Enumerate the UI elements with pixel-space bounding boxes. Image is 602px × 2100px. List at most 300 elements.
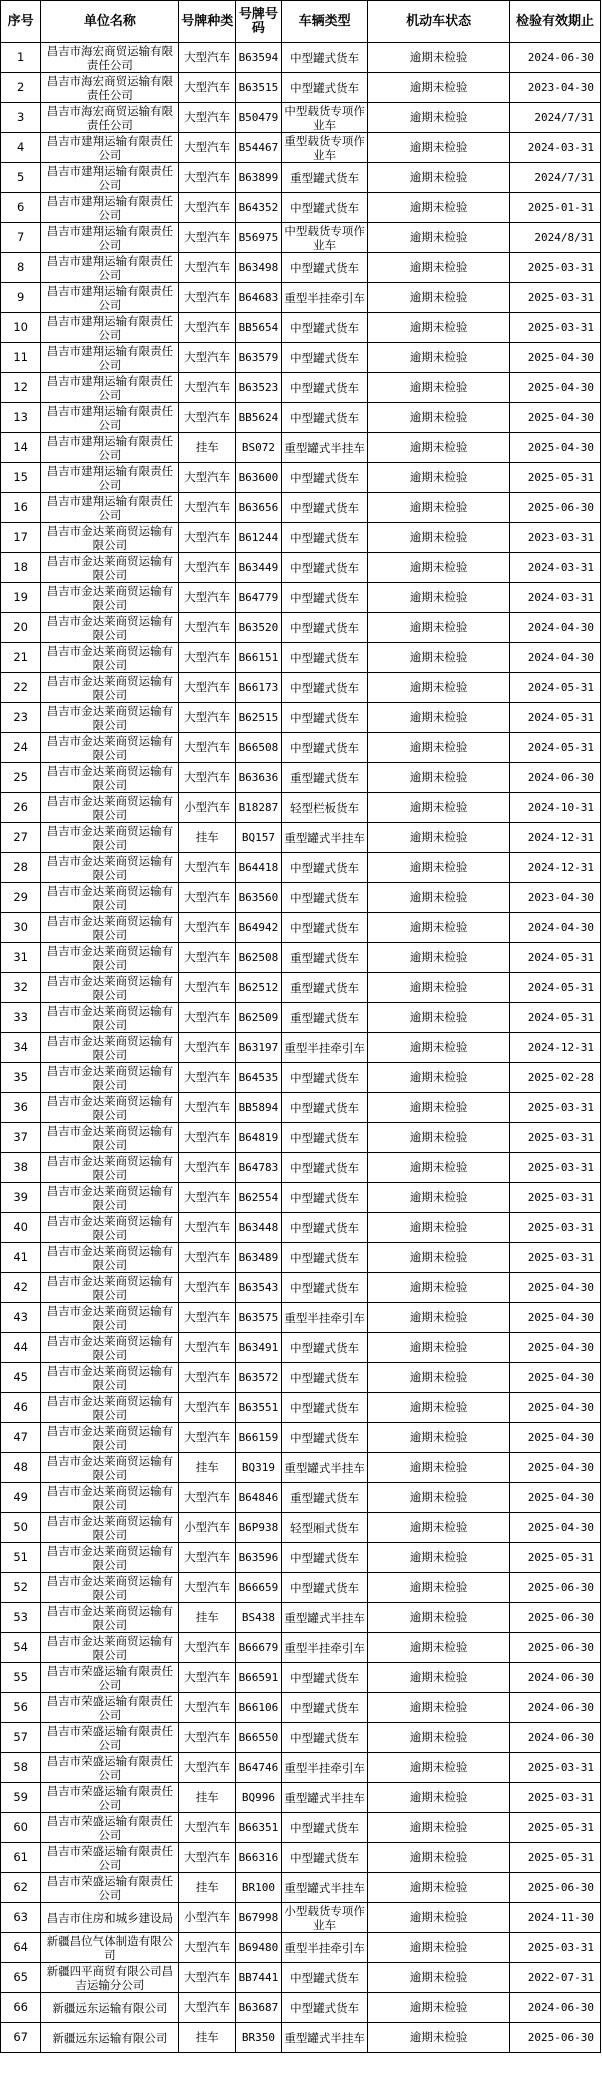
- plate-number-cell: B66106: [235, 1693, 281, 1723]
- vehicle-status-cell: 逾期未检验: [368, 73, 510, 103]
- plate-type-cell: 大型汽车: [179, 1963, 235, 1993]
- plate-type-cell: 大型汽车: [179, 103, 235, 133]
- vehicle-status-cell: 逾期未检验: [368, 643, 510, 673]
- plate-number-cell: B64942: [235, 913, 281, 943]
- vehicle-status-cell: 逾期未检验: [368, 133, 510, 163]
- row-index-cell: 20: [1, 613, 41, 643]
- inspection-expiry-cell: 2024/8/31: [509, 223, 600, 253]
- inspection-expiry-cell: 2022-07-31: [509, 1963, 600, 1993]
- row-index-cell: 44: [1, 1333, 41, 1363]
- plate-number-cell: B66679: [235, 1633, 281, 1663]
- plate-type-cell: 大型汽车: [179, 1663, 235, 1693]
- inspection-expiry-cell: 2025-04-30: [509, 343, 600, 373]
- table-row: [1, 1783, 601, 1813]
- company-name-cell: 昌吉市建翔运输有限责任公司: [41, 253, 179, 283]
- vehicle-type-cell: 小型载货专项作业车: [281, 1903, 367, 1933]
- table-row: [1, 253, 601, 283]
- plate-type-cell: 大型汽车: [179, 1183, 235, 1213]
- vehicle-status-cell: 逾期未检验: [368, 1453, 510, 1483]
- vehicle-type-cell: 中型罐式货车: [281, 1963, 367, 1993]
- vehicle-type-cell: 中型罐式货车: [281, 1723, 367, 1753]
- vehicle-status-cell: 逾期未检验: [368, 583, 510, 613]
- vehicle-status-cell: 逾期未检验: [368, 1423, 510, 1453]
- header-plate-number: 号牌号码: [235, 1, 281, 43]
- table-row: [1, 1033, 601, 1063]
- row-index-cell: 66: [1, 1993, 41, 2023]
- row-index-cell: 59: [1, 1783, 41, 1813]
- vehicle-status-cell: 逾期未检验: [368, 1393, 510, 1423]
- company-name-cell: 昌吉市金达莱商贸运输有限公司: [41, 793, 179, 823]
- inspection-expiry-cell: 2025-06-30: [509, 2023, 600, 2053]
- company-name-cell: 昌吉市金达莱商贸运输有限公司: [41, 1003, 179, 1033]
- plate-number-cell: B64783: [235, 1153, 281, 1183]
- vehicle-type-cell: 中型罐式货车: [281, 1543, 367, 1573]
- row-index-cell: 19: [1, 583, 41, 613]
- vehicle-type-cell: 重型罐式半挂车: [281, 1873, 367, 1903]
- vehicle-type-cell: 重型半挂牵引车: [281, 1633, 367, 1663]
- inspection-expiry-cell: 2025-03-31: [509, 313, 600, 343]
- plate-number-cell: B64352: [235, 193, 281, 223]
- row-index-cell: 32: [1, 973, 41, 1003]
- table-row: [1, 373, 601, 403]
- plate-number-cell: B54467: [235, 133, 281, 163]
- vehicle-status-cell: 逾期未检验: [368, 1573, 510, 1603]
- plate-number-cell: B62512: [235, 973, 281, 1003]
- inspection-expiry-cell: 2025-04-30: [509, 1303, 600, 1333]
- table-row: [1, 1693, 601, 1723]
- plate-number-cell: B64779: [235, 583, 281, 613]
- table-row: [1, 703, 601, 733]
- vehicle-type-cell: 中型罐式货车: [281, 43, 367, 73]
- company-name-cell: 昌吉市金达莱商贸运输有限公司: [41, 523, 179, 553]
- vehicle-status-cell: 逾期未检验: [368, 313, 510, 343]
- table-row: [1, 463, 601, 493]
- vehicle-status-cell: 逾期未检验: [368, 853, 510, 883]
- row-index-cell: 40: [1, 1213, 41, 1243]
- plate-number-cell: B56975: [235, 223, 281, 253]
- table-row: [1, 1663, 601, 1693]
- row-index-cell: 34: [1, 1033, 41, 1063]
- vehicle-status-cell: 逾期未检验: [368, 1633, 510, 1663]
- vehicle-type-cell: 中型罐式货车: [281, 1093, 367, 1123]
- vehicle-type-cell: 中型罐式货车: [281, 1123, 367, 1153]
- plate-number-cell: BR100: [235, 1873, 281, 1903]
- plate-number-cell: B63579: [235, 343, 281, 373]
- inspection-expiry-cell: 2025-06-30: [509, 1873, 600, 1903]
- company-name-cell: 昌吉市金达莱商贸运输有限公司: [41, 883, 179, 913]
- table-row: [1, 2023, 601, 2053]
- plate-number-cell: B64683: [235, 283, 281, 313]
- vehicle-type-cell: 中型罐式货车: [281, 1273, 367, 1303]
- table-row: [1, 433, 601, 463]
- table-body: [1, 43, 601, 2053]
- inspection-expiry-cell: 2025-04-30: [509, 1453, 600, 1483]
- table-row: [1, 793, 601, 823]
- row-index-cell: 65: [1, 1963, 41, 1993]
- plate-type-cell: 大型汽车: [179, 1843, 235, 1873]
- table-row: [1, 1453, 601, 1483]
- company-name-cell: 昌吉市建翔运输有限责任公司: [41, 193, 179, 223]
- vehicle-status-cell: 逾期未检验: [368, 1933, 510, 1963]
- row-index-cell: 38: [1, 1153, 41, 1183]
- inspection-expiry-cell: 2025-02-28: [509, 1063, 600, 1093]
- table-row: [1, 523, 601, 553]
- inspection-expiry-cell: 2024-05-31: [509, 943, 600, 973]
- company-name-cell: 昌吉市金达莱商贸运输有限公司: [41, 1063, 179, 1093]
- vehicle-status-cell: 逾期未检验: [368, 193, 510, 223]
- plate-number-cell: B64418: [235, 853, 281, 883]
- company-name-cell: 昌吉市金达莱商贸运输有限公司: [41, 1423, 179, 1453]
- plate-type-cell: 大型汽车: [179, 703, 235, 733]
- vehicle-status-cell: 逾期未检验: [368, 1603, 510, 1633]
- company-name-cell: 昌吉市金达莱商贸运输有限公司: [41, 1183, 179, 1213]
- row-index-cell: 45: [1, 1363, 41, 1393]
- plate-number-cell: B62509: [235, 1003, 281, 1033]
- vehicle-status-cell: 逾期未检验: [368, 1033, 510, 1063]
- vehicle-type-cell: 中型罐式货车: [281, 1333, 367, 1363]
- table-row: [1, 1753, 601, 1783]
- vehicle-type-cell: 中型罐式货车: [281, 673, 367, 703]
- plate-type-cell: 大型汽车: [179, 1753, 235, 1783]
- plate-type-cell: 大型汽车: [179, 1303, 235, 1333]
- inspection-expiry-cell: 2025-04-30: [509, 433, 600, 463]
- table-row: [1, 43, 601, 73]
- table-row: [1, 853, 601, 883]
- table-row: [1, 1603, 601, 1633]
- vehicle-status-cell: 逾期未检验: [368, 373, 510, 403]
- vehicle-status-cell: 逾期未检验: [368, 1273, 510, 1303]
- header-vehicle-type: 车辆类型: [281, 1, 367, 43]
- row-index-cell: 12: [1, 373, 41, 403]
- vehicle-status-cell: 逾期未检验: [368, 733, 510, 763]
- plate-type-cell: 大型汽车: [179, 643, 235, 673]
- company-name-cell: 昌吉市金达莱商贸运输有限公司: [41, 1603, 179, 1633]
- vehicle-type-cell: 重型罐式半挂车: [281, 1783, 367, 1813]
- table-row: [1, 313, 601, 343]
- vehicle-status-cell: 逾期未检验: [368, 523, 510, 553]
- company-name-cell: 昌吉市金达莱商贸运输有限公司: [41, 1093, 179, 1123]
- plate-number-cell: B63543: [235, 1273, 281, 1303]
- plate-type-cell: 大型汽车: [179, 1363, 235, 1393]
- plate-number-cell: BQ319: [235, 1453, 281, 1483]
- company-name-cell: 昌吉市荣盛运输有限责任公司: [41, 1663, 179, 1693]
- company-name-cell: 昌吉市金达莱商贸运输有限公司: [41, 823, 179, 853]
- table-row: [1, 733, 601, 763]
- company-name-cell: 新疆四平商贸有限公司昌吉运输分公司: [41, 1963, 179, 1993]
- plate-number-cell: B63600: [235, 463, 281, 493]
- vehicle-type-cell: 中型载货专项作业车: [281, 103, 367, 133]
- plate-type-cell: 大型汽车: [179, 343, 235, 373]
- vehicle-status-cell: 逾期未检验: [368, 1153, 510, 1183]
- company-name-cell: 昌吉市建翔运输有限责任公司: [41, 163, 179, 193]
- plate-number-cell: BB5654: [235, 313, 281, 343]
- table-row: [1, 493, 601, 523]
- header-row: [1, 1, 601, 43]
- plate-number-cell: B64746: [235, 1753, 281, 1783]
- vehicle-status-cell: 逾期未检验: [368, 913, 510, 943]
- table-row: [1, 913, 601, 943]
- inspection-expiry-cell: 2024-04-30: [509, 913, 600, 943]
- table-row: [1, 883, 601, 913]
- plate-number-cell: B63520: [235, 613, 281, 643]
- table-row: [1, 823, 601, 853]
- vehicle-status-cell: 逾期未检验: [368, 1123, 510, 1153]
- row-index-cell: 21: [1, 643, 41, 673]
- table-row: [1, 1123, 601, 1153]
- plate-type-cell: 大型汽车: [179, 583, 235, 613]
- plate-type-cell: 大型汽车: [179, 1933, 235, 1963]
- vehicle-status-cell: 逾期未检验: [368, 793, 510, 823]
- inspection-expiry-cell: 2025-03-31: [509, 1183, 600, 1213]
- company-name-cell: 昌吉市金达莱商贸运输有限公司: [41, 943, 179, 973]
- plate-number-cell: BQ157: [235, 823, 281, 853]
- inspection-expiry-cell: 2025-05-31: [509, 1543, 600, 1573]
- vehicle-status-cell: 逾期未检验: [368, 1873, 510, 1903]
- vehicle-type-cell: 中型罐式货车: [281, 613, 367, 643]
- table-row: [1, 1243, 601, 1273]
- plate-number-cell: BB5624: [235, 403, 281, 433]
- plate-type-cell: 大型汽车: [179, 1813, 235, 1843]
- table-row: [1, 1513, 601, 1543]
- inspection-expiry-cell: 2025-04-30: [509, 1423, 600, 1453]
- vehicle-type-cell: 中型罐式货车: [281, 913, 367, 943]
- plate-number-cell: BQ996: [235, 1783, 281, 1813]
- row-index-cell: 4: [1, 133, 41, 163]
- row-index-cell: 24: [1, 733, 41, 763]
- row-index-cell: 39: [1, 1183, 41, 1213]
- inspection-expiry-cell: 2025-04-30: [509, 1393, 600, 1423]
- company-name-cell: 昌吉市金达莱商贸运输有限公司: [41, 853, 179, 883]
- vehicle-status-cell: 逾期未检验: [368, 1183, 510, 1213]
- row-index-cell: 46: [1, 1393, 41, 1423]
- vehicle-status-cell: 逾期未检验: [368, 1813, 510, 1843]
- company-name-cell: 昌吉市金达莱商贸运输有限公司: [41, 1543, 179, 1573]
- company-name-cell: 昌吉市金达莱商贸运输有限公司: [41, 1153, 179, 1183]
- vehicle-status-cell: 逾期未检验: [368, 1843, 510, 1873]
- plate-type-cell: 大型汽车: [179, 673, 235, 703]
- row-index-cell: 54: [1, 1633, 41, 1663]
- row-index-cell: 6: [1, 193, 41, 223]
- company-name-cell: 昌吉市金达莱商贸运输有限公司: [41, 1453, 179, 1483]
- plate-number-cell: B18287: [235, 793, 281, 823]
- plate-type-cell: 大型汽车: [179, 223, 235, 253]
- plate-number-cell: B66508: [235, 733, 281, 763]
- inspection-expiry-cell: 2025-04-30: [509, 1333, 600, 1363]
- row-index-cell: 23: [1, 703, 41, 733]
- table-row: [1, 1003, 601, 1033]
- header-index: 序号: [1, 1, 41, 43]
- vehicle-type-cell: 中型罐式货车: [281, 1693, 367, 1723]
- row-index-cell: 27: [1, 823, 41, 853]
- plate-type-cell: 大型汽车: [179, 373, 235, 403]
- table-row: [1, 973, 601, 1003]
- company-name-cell: 昌吉市金达莱商贸运输有限公司: [41, 973, 179, 1003]
- company-name-cell: 昌吉市金达莱商贸运输有限公司: [41, 613, 179, 643]
- vehicle-status-cell: 逾期未检验: [368, 1753, 510, 1783]
- plate-number-cell: B66351: [235, 1813, 281, 1843]
- table-row: [1, 673, 601, 703]
- plate-number-cell: B62554: [235, 1183, 281, 1213]
- plate-number-cell: BS072: [235, 433, 281, 463]
- vehicle-type-cell: 中型罐式货车: [281, 553, 367, 583]
- header-company: 单位名称: [41, 1, 179, 43]
- vehicle-type-cell: 重型半挂牵引车: [281, 1033, 367, 1063]
- plate-type-cell: 大型汽车: [179, 853, 235, 883]
- vehicle-type-cell: 中型罐式货车: [281, 463, 367, 493]
- row-index-cell: 28: [1, 853, 41, 883]
- table-row: [1, 1363, 601, 1393]
- company-name-cell: 昌吉市建翔运输有限责任公司: [41, 133, 179, 163]
- plate-type-cell: 挂车: [179, 1603, 235, 1633]
- row-index-cell: 5: [1, 163, 41, 193]
- table-row: [1, 1573, 601, 1603]
- inspection-expiry-cell: 2024-06-30: [509, 763, 600, 793]
- plate-number-cell: B63551: [235, 1393, 281, 1423]
- table-row: [1, 1813, 601, 1843]
- row-index-cell: 9: [1, 283, 41, 313]
- plate-type-cell: 大型汽车: [179, 1033, 235, 1063]
- plate-type-cell: 大型汽车: [179, 313, 235, 343]
- row-index-cell: 8: [1, 253, 41, 283]
- table-row: [1, 1153, 601, 1183]
- table-row: [1, 1303, 601, 1333]
- plate-type-cell: 大型汽车: [179, 1393, 235, 1423]
- row-index-cell: 30: [1, 913, 41, 943]
- company-name-cell: 昌吉市建翔运输有限责任公司: [41, 463, 179, 493]
- vehicle-status-cell: 逾期未检验: [368, 823, 510, 853]
- company-name-cell: 昌吉市金达莱商贸运输有限公司: [41, 1333, 179, 1363]
- plate-type-cell: 大型汽车: [179, 1423, 235, 1453]
- plate-type-cell: 挂车: [179, 1783, 235, 1813]
- plate-type-cell: 小型汽车: [179, 1513, 235, 1543]
- inspection-expiry-cell: 2025-03-31: [509, 283, 600, 313]
- vehicle-status-cell: 逾期未检验: [368, 343, 510, 373]
- vehicle-type-cell: 重型罐式货车: [281, 1483, 367, 1513]
- plate-type-cell: 大型汽车: [179, 463, 235, 493]
- row-index-cell: 29: [1, 883, 41, 913]
- vehicle-type-cell: 重型罐式半挂车: [281, 2023, 367, 2053]
- vehicle-type-cell: 重型罐式半挂车: [281, 1603, 367, 1633]
- header-plate-type: 号牌种类: [179, 1, 235, 43]
- plate-type-cell: 大型汽车: [179, 1243, 235, 1273]
- table-row: [1, 1843, 601, 1873]
- plate-type-cell: 大型汽车: [179, 403, 235, 433]
- plate-number-cell: B61244: [235, 523, 281, 553]
- plate-type-cell: 大型汽车: [179, 283, 235, 313]
- vehicle-status-cell: 逾期未检验: [368, 1543, 510, 1573]
- table-row: [1, 103, 601, 133]
- inspection-expiry-cell: 2025-04-30: [509, 373, 600, 403]
- table-row: [1, 163, 601, 193]
- company-name-cell: 昌吉市金达莱商贸运输有限公司: [41, 673, 179, 703]
- vehicle-type-cell: 中型罐式货车: [281, 1393, 367, 1423]
- vehicle-status-cell: 逾期未检验: [368, 1003, 510, 1033]
- table-row: [1, 1873, 601, 1903]
- vehicle-type-cell: 中型罐式货车: [281, 523, 367, 553]
- vehicle-type-cell: 重型半挂牵引车: [281, 1753, 367, 1783]
- row-index-cell: 35: [1, 1063, 41, 1093]
- table-row: [1, 1213, 601, 1243]
- plate-number-cell: B63515: [235, 73, 281, 103]
- inspection-expiry-cell: 2025-06-30: [509, 493, 600, 523]
- inspection-expiry-cell: 2024-04-30: [509, 613, 600, 643]
- table-row: [1, 1543, 601, 1573]
- plate-number-cell: B63636: [235, 763, 281, 793]
- vehicle-status-cell: 逾期未检验: [368, 1243, 510, 1273]
- table-row: [1, 1333, 601, 1363]
- vehicle-status-cell: 逾期未检验: [368, 1663, 510, 1693]
- vehicle-type-cell: 中型罐式货车: [281, 703, 367, 733]
- vehicle-type-cell: 中型罐式货车: [281, 853, 367, 883]
- table-row: [1, 1963, 601, 1993]
- row-index-cell: 52: [1, 1573, 41, 1603]
- plate-number-cell: B66173: [235, 673, 281, 703]
- plate-type-cell: 大型汽车: [179, 1633, 235, 1663]
- row-index-cell: 37: [1, 1123, 41, 1153]
- vehicle-status-cell: 逾期未检验: [368, 493, 510, 523]
- table-row: [1, 1933, 601, 1963]
- plate-type-cell: 大型汽车: [179, 1693, 235, 1723]
- row-index-cell: 25: [1, 763, 41, 793]
- company-name-cell: 昌吉市海宏商贸运输有限责任公司: [41, 103, 179, 133]
- inspection-expiry-cell: 2025-05-31: [509, 1813, 600, 1843]
- inspection-expiry-cell: 2025-05-31: [509, 1843, 600, 1873]
- inspection-expiry-cell: 2025-03-31: [509, 1153, 600, 1183]
- company-name-cell: 昌吉市金达莱商贸运输有限公司: [41, 1483, 179, 1513]
- plate-number-cell: BB7441: [235, 1963, 281, 1993]
- vehicle-status-cell: 逾期未检验: [368, 1903, 510, 1933]
- row-index-cell: 60: [1, 1813, 41, 1843]
- row-index-cell: 14: [1, 433, 41, 463]
- vehicle-type-cell: 中型罐式货车: [281, 1663, 367, 1693]
- company-name-cell: 昌吉市金达莱商贸运输有限公司: [41, 763, 179, 793]
- table-row: [1, 1483, 601, 1513]
- vehicle-status-cell: 逾期未检验: [368, 1783, 510, 1813]
- plate-type-cell: 大型汽车: [179, 523, 235, 553]
- header-inspection-expiry: 检验有效期止: [509, 1, 600, 43]
- company-name-cell: 昌吉市金达莱商贸运输有限公司: [41, 583, 179, 613]
- vehicle-status-cell: 逾期未检验: [368, 1333, 510, 1363]
- vehicle-type-cell: 重型罐式货车: [281, 163, 367, 193]
- company-name-cell: 昌吉市住房和城乡建设局: [41, 1903, 179, 1933]
- table-row: [1, 1723, 601, 1753]
- plate-number-cell: B63596: [235, 1543, 281, 1573]
- table-row: [1, 613, 601, 643]
- table-row: [1, 763, 601, 793]
- company-name-cell: 昌吉市金达莱商贸运输有限公司: [41, 1513, 179, 1543]
- vehicle-type-cell: 重型罐式货车: [281, 973, 367, 1003]
- vehicle-status-cell: 逾期未检验: [368, 253, 510, 283]
- vehicle-type-cell: 中型罐式货车: [281, 1153, 367, 1183]
- row-index-cell: 53: [1, 1603, 41, 1633]
- inspection-expiry-cell: 2025-06-30: [509, 1603, 600, 1633]
- plate-number-cell: B63594: [235, 43, 281, 73]
- row-index-cell: 43: [1, 1303, 41, 1333]
- row-index-cell: 57: [1, 1723, 41, 1753]
- plate-number-cell: B63687: [235, 1993, 281, 2023]
- plate-number-cell: B63523: [235, 373, 281, 403]
- vehicle-status-cell: 逾期未检验: [368, 1723, 510, 1753]
- plate-number-cell: B69480: [235, 1933, 281, 1963]
- vehicle-type-cell: 中型罐式货车: [281, 1243, 367, 1273]
- table-row: [1, 1183, 601, 1213]
- row-index-cell: 49: [1, 1483, 41, 1513]
- plate-type-cell: 大型汽车: [179, 253, 235, 283]
- table-row: [1, 343, 601, 373]
- plate-type-cell: 大型汽车: [179, 1063, 235, 1093]
- table-row: [1, 133, 601, 163]
- plate-type-cell: 挂车: [179, 1453, 235, 1483]
